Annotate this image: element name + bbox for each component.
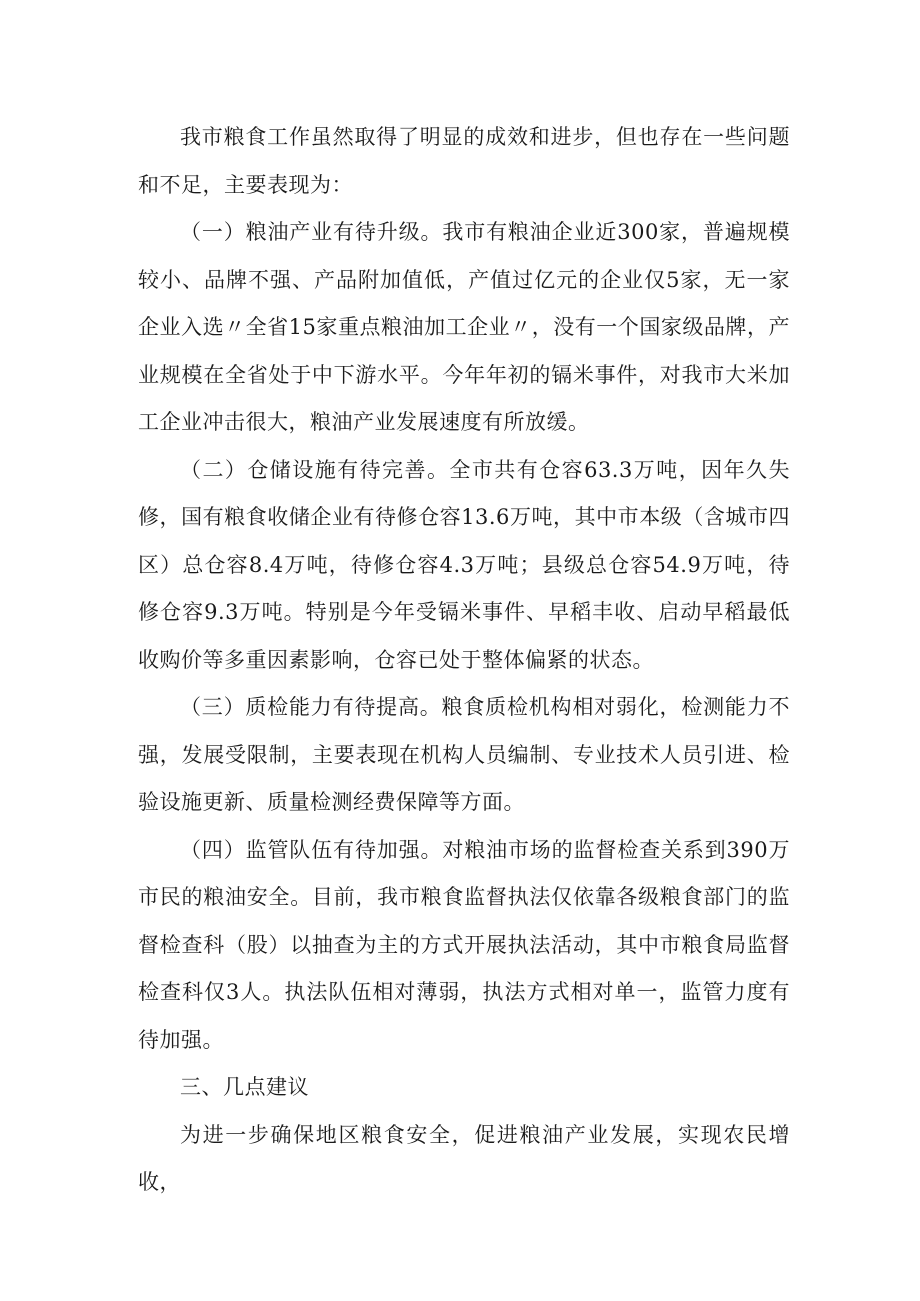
section-heading: 三、几点建议 (180, 1075, 309, 1099)
paragraph-supervision-team: （四）监管队伍有待加强。对粮油市场的监督检查关系到390万市民的粮油安全。目前，我市粮食监督执法仅依靠各级粮食部门的监督检查科（股）以抽查为主的方式开展执法活动，其中市粮食局监督检查科仅3人。执法队伍相对薄弱，执法方式相对单一，监管力度有待加强。 (138, 837, 790, 1052)
paragraph-quality-inspection: （三）质检能力有待提高。粮食质检机构相对弱化，检测能力不强，发展受限制，主要表现在机构人员编制、专业技术人员引进、检验设施更新、质量检测经费保障等方面。 (138, 695, 790, 814)
closing-paragraph: 为进一步确保地区粮食安全，促进粮油产业发展，实现农民增收， (138, 1122, 790, 1194)
intro-paragraph: 我市粮食工作虽然取得了明显的成效和进步，但也存在一些问题和不足，主要表现为： (138, 125, 790, 197)
paragraph-storage-facilities: （二）仓储设施有待完善。全市共有仓容63.3万吨，因年久失修，国有粮食收储企业有待修仓容13.6万吨，其中市本级（含城市四区）总仓容8.4万吨，待修仓容4.3万吨；县级总仓容54.9万吨，待修仓容9.3万吨。特别是今年受镉米事件、早稻丰收、启动早稻最低收购价等多重因素影响，仓容已处于整体偏紧的状态。 (138, 457, 790, 672)
document-body (138, 114, 790, 1207)
paragraph-grain-oil-industry: （一）粮油产业有待升级。我市有粮油企业近300家，普遍规模较小、品牌不强、产品附加值低，产值过亿元的企业仅5家，无一家企业入选〃全省15家重点粮油加工企业〃，没有一个国家级品牌，产业规模在全省处于中下游水平。今年年初的镉米事件，对我市大米加工企业冲击很大，粮油产业发展速度有所放缓。 (138, 220, 790, 434)
